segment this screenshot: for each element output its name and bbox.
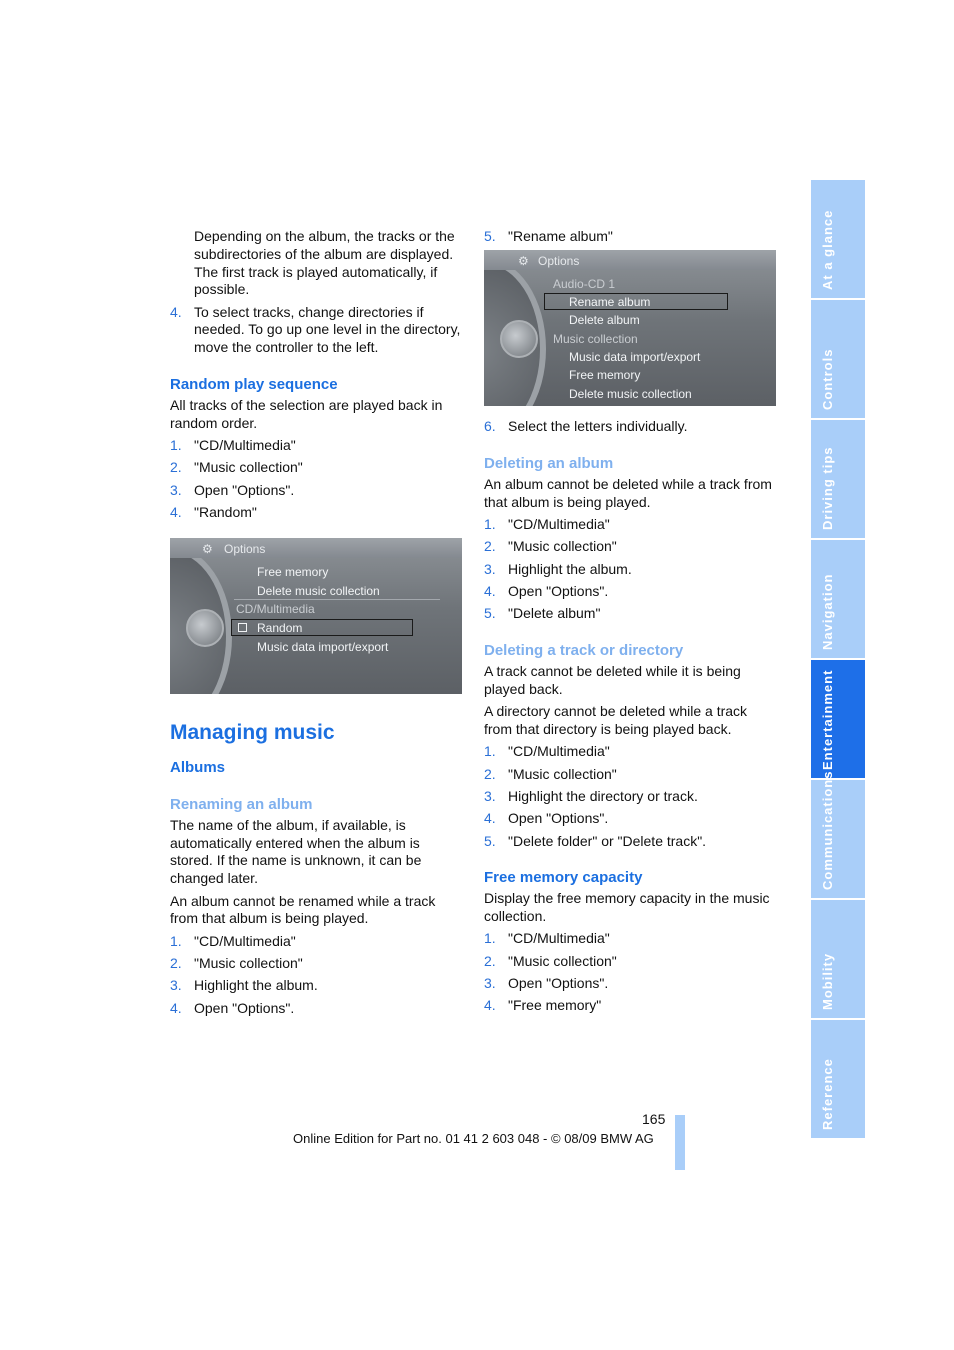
- left-column: [170, 228, 462, 1022]
- step-text: "CD/Multimedia": [508, 930, 610, 947]
- list-item: [170, 459, 462, 477]
- screen-title: Options: [538, 254, 580, 269]
- list-item: [484, 418, 776, 436]
- menu-item: Music collection: [553, 332, 638, 347]
- random-play-paragraph: All tracks of the selection are played back in random order.: [170, 397, 443, 431]
- footer-text: Online Edition for Part no. 01 41 2 603 048 - © 08/09 BMW AG: [293, 1131, 654, 1146]
- step-number: 2.: [484, 952, 496, 969]
- step-number: 4.: [484, 997, 496, 1014]
- step-text: Open "Options".: [508, 975, 609, 992]
- renaming-steps-list: [170, 933, 462, 1018]
- tab-label: Mobility: [820, 952, 835, 1010]
- tab-label: At a glance: [820, 209, 835, 290]
- controller-knob: [186, 609, 224, 647]
- checkbox-icon: [238, 623, 247, 632]
- menu-item: Audio-CD 1: [553, 277, 616, 292]
- step-text: To select tracks, change directories if needed. To go up one level in the directory, move the controller to the left.: [194, 303, 461, 356]
- step-text: Select the letters individually.: [508, 418, 688, 435]
- list-item: [170, 1000, 462, 1018]
- list-item: [170, 955, 462, 973]
- chapter-tabs: [811, 180, 865, 1140]
- step-number: 1.: [484, 930, 496, 947]
- deleting-album-paragraph: An album cannot be deleted while a track from that album is being played.: [484, 476, 772, 510]
- free-memory-heading: Free memory capacity: [484, 869, 643, 887]
- step-list: [484, 418, 776, 436]
- menu-item: Music data import/export: [257, 639, 389, 654]
- step-number: 2.: [484, 538, 496, 555]
- list-item: [484, 538, 776, 556]
- list-item: [484, 975, 776, 993]
- step-number: 4.: [170, 303, 182, 320]
- menu-item: Delete music collection: [569, 387, 692, 402]
- step-text: Open "Options".: [194, 999, 295, 1016]
- step-text: "Music collection": [194, 954, 303, 971]
- step-number: 3.: [484, 560, 496, 577]
- list-item: [484, 788, 776, 806]
- free-memory-steps-list: [484, 930, 776, 1015]
- free-memory-paragraph: Display the free memory capacity in the music collection.: [484, 890, 770, 925]
- step-text: Open "Options".: [194, 481, 295, 498]
- screen-title: Options: [224, 541, 266, 556]
- page-marker-bar: [675, 1115, 685, 1170]
- list-item: [484, 766, 776, 784]
- page-number: 165: [642, 1111, 666, 1127]
- step-number: 4.: [170, 504, 182, 521]
- step-number: 6.: [484, 418, 496, 435]
- step-number: 3.: [484, 975, 496, 992]
- list-item: [484, 561, 776, 579]
- menu-item: Music data import/export: [569, 350, 701, 365]
- deleting-track-paragraph-1: A track cannot be deleted while it is being played back.: [484, 663, 741, 697]
- step-number: 3.: [170, 977, 182, 994]
- list-item: [170, 437, 462, 455]
- menu-item-selected: Rename album: [569, 295, 651, 310]
- step-text: "Rename album": [508, 228, 613, 244]
- menu-item: CD/Multimedia: [236, 601, 315, 616]
- step-number: 3.: [170, 481, 182, 498]
- gear-icon: ⚙: [202, 541, 213, 556]
- step-text: "Music collection": [508, 952, 617, 969]
- list-item: [484, 743, 776, 761]
- step-number: 5.: [484, 228, 496, 244]
- deleting-track-steps-list: [484, 743, 776, 850]
- tab-driving-tips[interactable]: [811, 420, 865, 538]
- intro-paragraph: Depending on the album, the tracks or the subdirectories of the album are displayed. The first track is played automatically, if possible.: [194, 228, 455, 298]
- list-item: [484, 953, 776, 971]
- idrive-screen-rename: [484, 250, 776, 406]
- tab-label: Entertainment: [820, 669, 835, 770]
- step-list: [170, 304, 462, 357]
- list-item: [170, 977, 462, 995]
- step-text: "Delete folder" or "Delete track".: [508, 832, 707, 849]
- tab-entertainment[interactable]: [811, 660, 865, 778]
- screen-titlebar: [170, 538, 462, 558]
- step-number: 2.: [170, 954, 182, 971]
- step-number: 1.: [170, 437, 182, 454]
- step-number: 1.: [484, 743, 496, 760]
- tab-mobility[interactable]: [811, 900, 865, 1018]
- managing-music-heading: Managing music: [170, 720, 335, 744]
- menu-item-label: Random: [257, 620, 303, 635]
- step-text: Highlight the album.: [194, 977, 318, 994]
- renaming-paragraph-2: An album cannot be renamed while a track from that album is being played.: [170, 892, 436, 927]
- tab-label: Navigation: [820, 573, 835, 650]
- step-text: "Random": [194, 504, 257, 521]
- step-number: 2.: [484, 765, 496, 782]
- deleting-album-heading: Deleting an album: [484, 455, 614, 473]
- idrive-screen-random: [170, 538, 462, 694]
- tab-label: Communications: [820, 770, 835, 890]
- step-text: "CD/Multimedia": [508, 516, 610, 533]
- step-number: 3.: [484, 787, 496, 804]
- step-text: "Music collection": [194, 459, 303, 476]
- step-number: 1.: [170, 932, 182, 949]
- list-item: [170, 482, 462, 500]
- renaming-paragraph-1: The name of the album, if available, is automatically entered when the album is stored. If the name is unknown, it can be changed later.: [170, 816, 422, 887]
- list-item: [484, 997, 776, 1015]
- list-item: [484, 605, 776, 623]
- step-text: Open "Options".: [508, 810, 609, 827]
- step-text: "CD/Multimedia": [194, 437, 296, 454]
- tab-communications[interactable]: [811, 770, 865, 898]
- menu-item: Delete album: [569, 313, 640, 328]
- list-item: [484, 516, 776, 534]
- random-steps-list: [170, 437, 462, 522]
- deleting-album-steps-list: [484, 516, 776, 623]
- tab-controls[interactable]: [811, 300, 865, 418]
- right-column: [484, 228, 776, 1020]
- list-item: [484, 930, 776, 948]
- step-number: 4.: [484, 583, 496, 600]
- tab-label: Reference: [820, 1058, 835, 1130]
- list-item: [484, 583, 776, 601]
- tab-reference[interactable]: [811, 1020, 865, 1138]
- menu-item-selected: [238, 620, 302, 638]
- step-number: 5.: [484, 605, 496, 622]
- menu-item: Delete music collection: [257, 583, 380, 598]
- step-text: "Delete album": [508, 605, 601, 622]
- tab-label: Controls: [820, 348, 835, 410]
- list-item: [170, 304, 462, 357]
- list-item: [484, 228, 776, 246]
- random-play-heading: Random play sequence: [170, 376, 338, 394]
- albums-heading: Albums: [170, 758, 226, 776]
- step-text: Open "Options".: [508, 583, 609, 600]
- step-list: [484, 228, 776, 246]
- step-text: "Music collection": [508, 765, 617, 782]
- tab-at-a-glance[interactable]: [811, 180, 865, 298]
- step-number: 1.: [484, 516, 496, 533]
- deleting-track-heading: Deleting a track or directory: [484, 642, 684, 660]
- tab-navigation[interactable]: [811, 540, 865, 658]
- list-item: [484, 833, 776, 851]
- step-text: "CD/Multimedia": [194, 932, 296, 949]
- step-number: 4.: [170, 999, 182, 1016]
- step-number: 4.: [484, 810, 496, 827]
- step-text: Highlight the album.: [508, 560, 632, 577]
- menu-item: Free memory: [257, 564, 329, 579]
- deleting-track-paragraph-2: A directory cannot be deleted while a track from that directory is being played back.: [484, 703, 748, 738]
- step-number: 5.: [484, 832, 496, 849]
- list-item: [170, 933, 462, 951]
- step-text: "Music collection": [508, 538, 617, 555]
- tab-label: Driving tips: [820, 446, 835, 530]
- menu-item: Free memory: [569, 368, 641, 383]
- list-item: [484, 810, 776, 828]
- renaming-album-heading: Renaming an album: [170, 795, 313, 813]
- step-number: 2.: [170, 459, 182, 476]
- step-text: "CD/Multimedia": [508, 743, 610, 760]
- list-item: [170, 504, 462, 522]
- divider: [234, 599, 440, 600]
- gear-icon: ⚙: [518, 254, 529, 269]
- step-text: "Free memory": [508, 997, 602, 1014]
- step-text: Highlight the directory or track.: [508, 787, 698, 804]
